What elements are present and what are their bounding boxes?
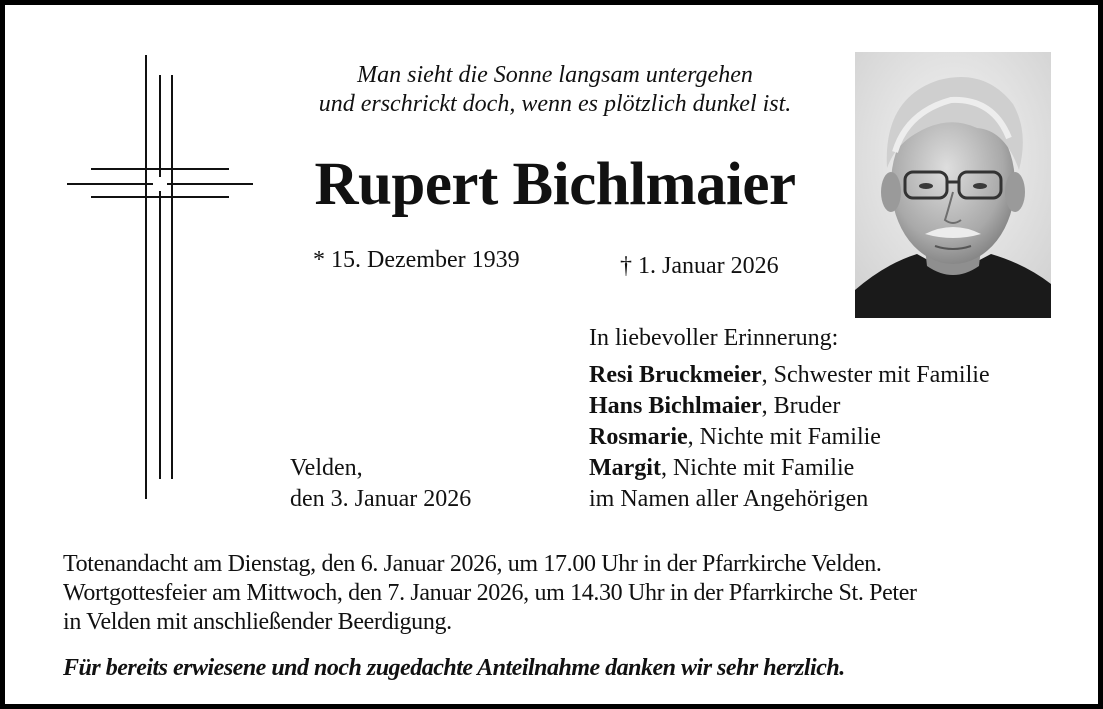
portrait-photo-icon xyxy=(855,52,1051,318)
mourner-name: Hans Bichlmaier xyxy=(589,393,762,419)
mourner-name: Resi Bruckmeier xyxy=(589,362,762,388)
thanks-line: Für bereits erwiesene und noch zugedachte Anteilnahme danken wir sehr herzlich. xyxy=(63,655,845,681)
place-and-date xyxy=(290,453,471,515)
list-item xyxy=(589,360,990,391)
place-town: Velden, xyxy=(290,455,363,481)
birth-date: * 15. Dezember 1939 xyxy=(313,247,520,273)
cross-icon xyxy=(63,55,255,499)
mourner-relation: , Nichte mit Familie xyxy=(687,424,881,450)
list-item xyxy=(589,422,990,453)
service-line-2: Wortgottesfeier am Mittwoch, den 7. Januar 2026, um 14.30 Uhr in der Pfarrkirche St. Peter xyxy=(63,580,917,606)
deceased-name: Rupert Bichlmaier xyxy=(314,151,796,218)
mourner-relation: , Bruder xyxy=(761,393,841,419)
death-date: † 1. Januar 2026 xyxy=(620,253,779,279)
mourner-name: Margit xyxy=(589,455,661,481)
quote-line-2: und erschrickt doch, wenn es plötzlich dunkel ist. xyxy=(318,91,792,117)
list-item xyxy=(589,453,990,484)
place-date: den 3. Januar 2026 xyxy=(290,486,472,512)
quote-line-1: Man sieht die Sonne langsam untergehen xyxy=(357,62,753,88)
mourner-name: Rosmarie xyxy=(589,424,688,450)
service-line-1: Totenandacht am Dienstag, den 6. Januar 2026, um 17.00 Uhr in der Pfarrkirche Velden. xyxy=(63,551,882,577)
list-item xyxy=(589,391,990,422)
mourners-list xyxy=(589,360,990,515)
quote xyxy=(255,61,855,119)
memorial-heading: In liebevoller Erinnerung: xyxy=(589,325,839,351)
mourners-closing: im Namen aller Angehörigen xyxy=(589,486,869,512)
service-line-3: in Velden mit anschließender Beerdigung. xyxy=(63,609,452,635)
mourner-relation: , Nichte mit Familie xyxy=(660,455,855,481)
mourner-relation: , Schwester mit Familie xyxy=(761,362,990,388)
service-details xyxy=(63,550,1063,637)
